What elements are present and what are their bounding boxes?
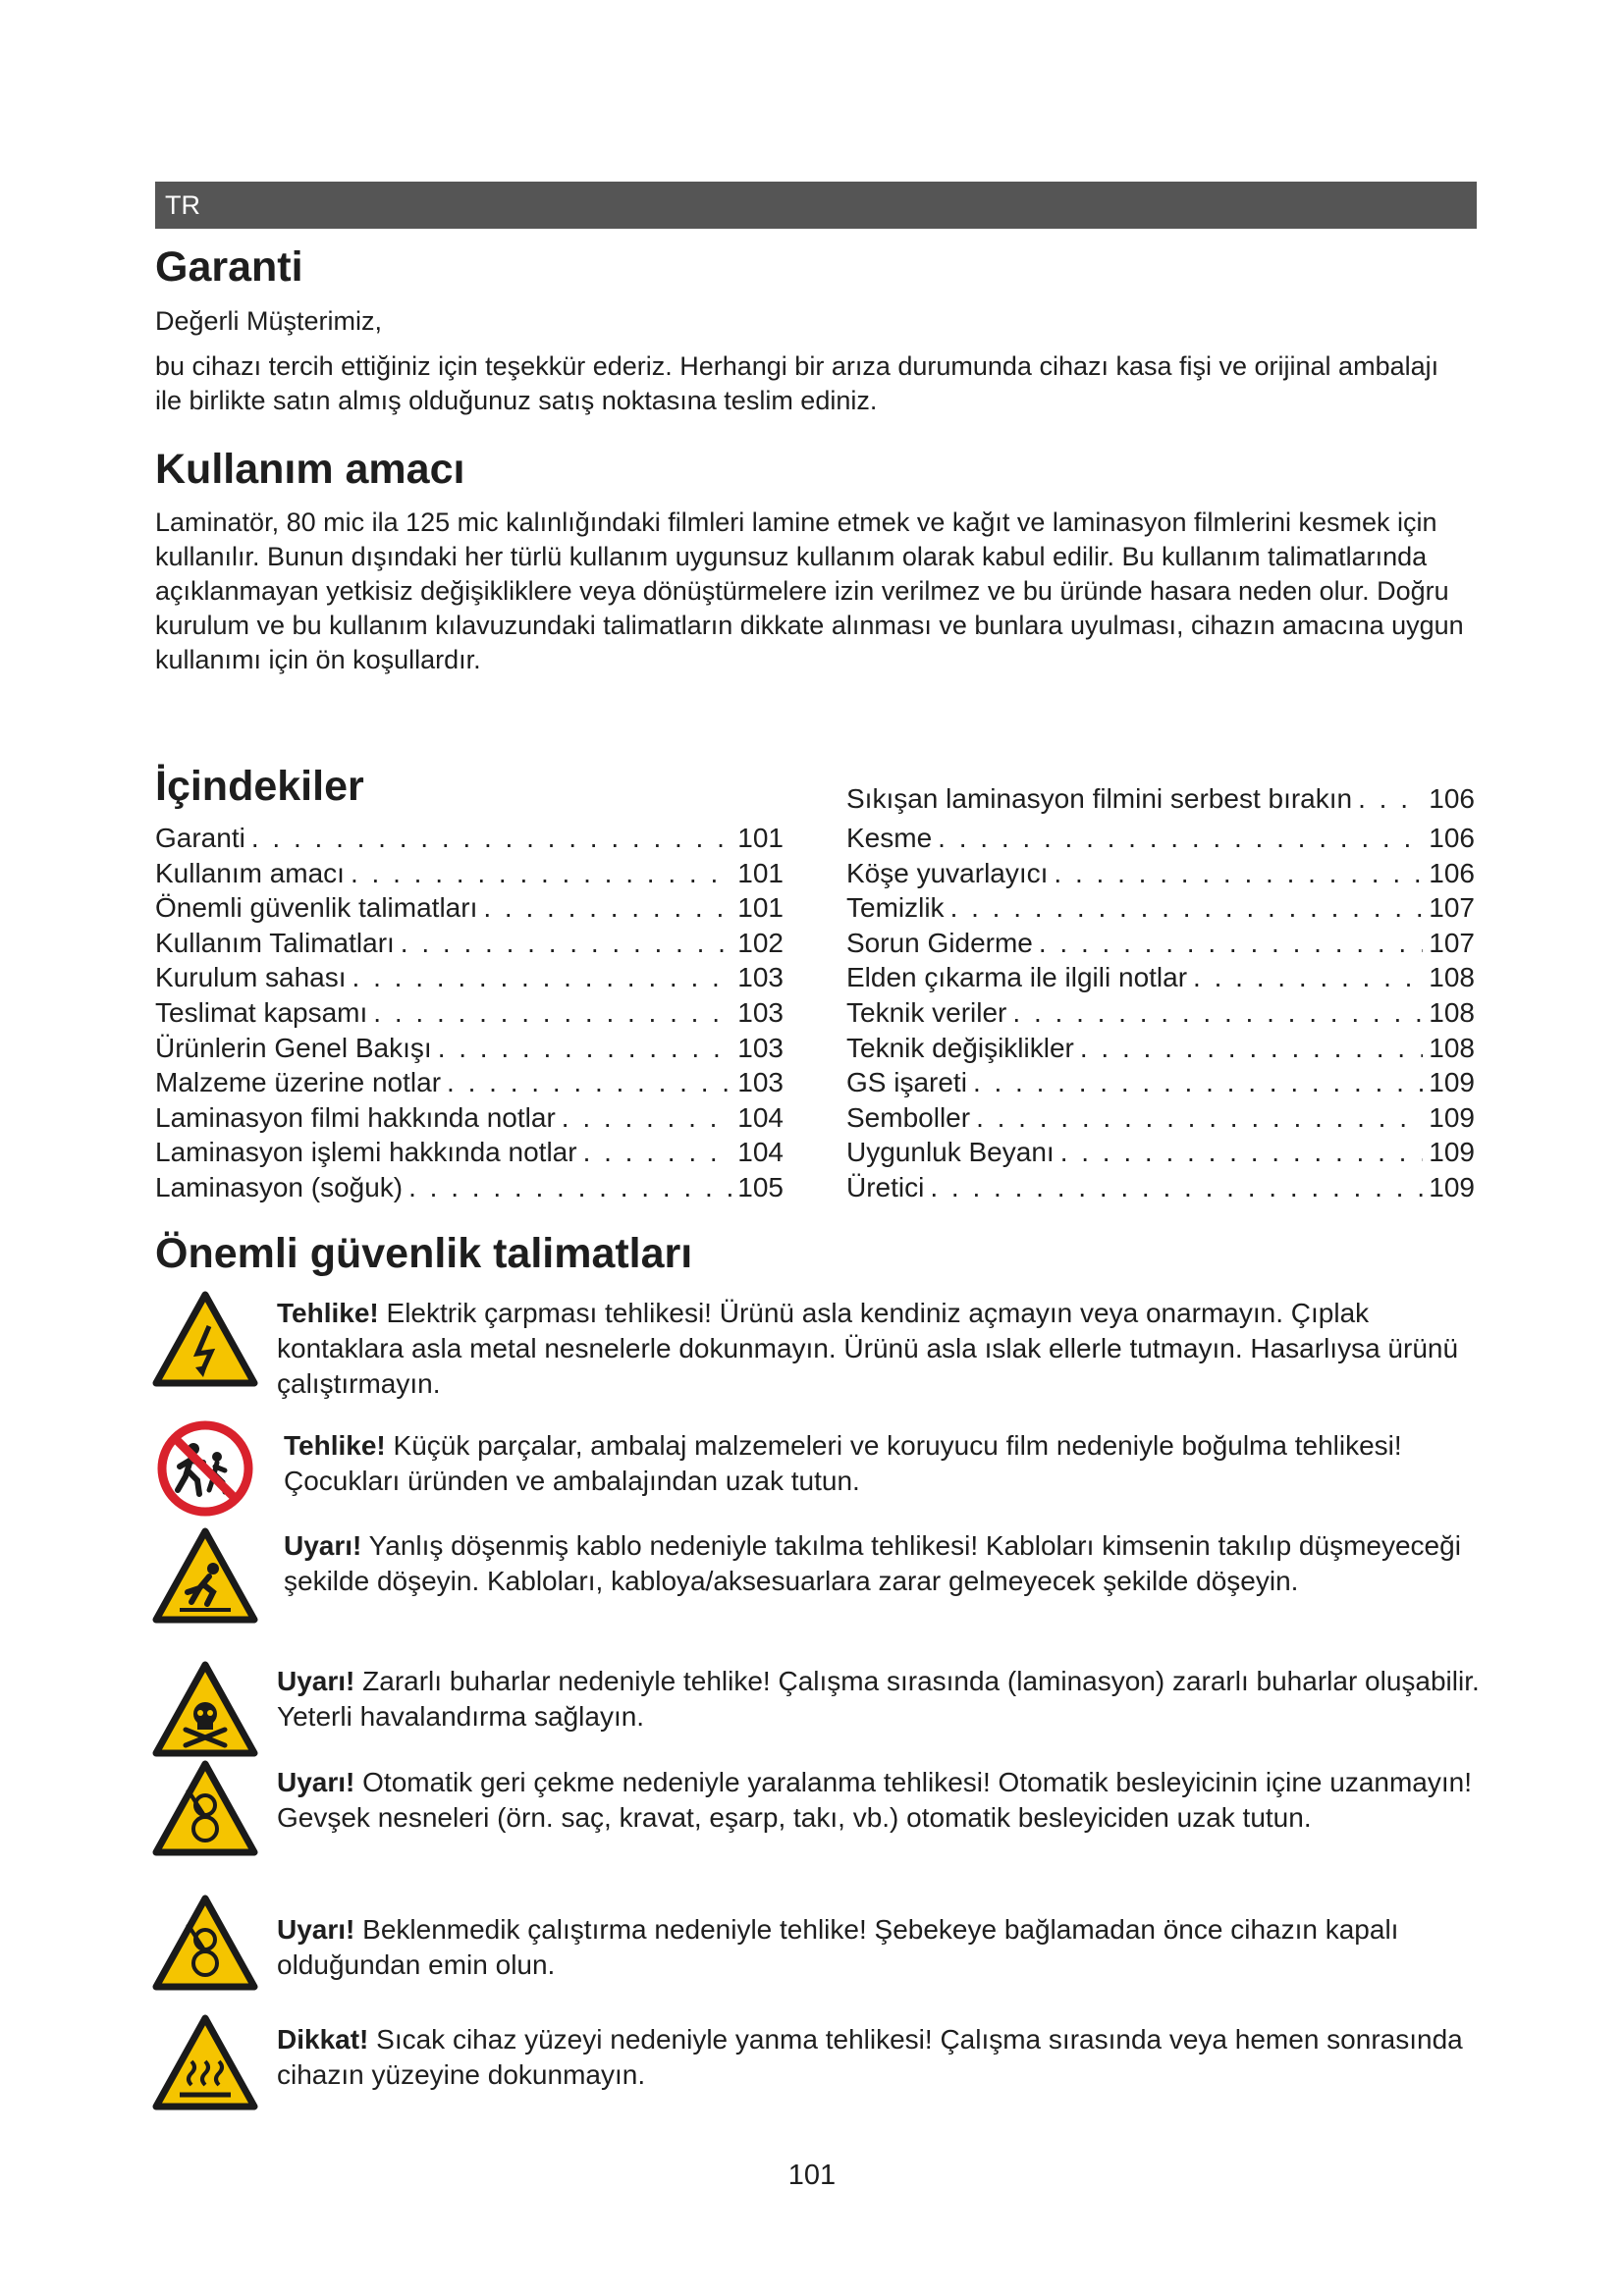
garanti-salutation: Değerli Müşterimiz,: [155, 306, 383, 336]
kullanim-heading: Kullanım amacı: [155, 446, 465, 493]
toc-entry[interactable]: Kullanım amacı . . . 101: [155, 858, 784, 893]
toc-entry[interactable]: Kesme . . . 106: [846, 823, 1475, 858]
toc-entry[interactable]: Elden çıkarma ile ilgili notlar . . . 108: [846, 962, 1475, 997]
electric-shock-icon: [152, 1291, 258, 1389]
toc-entry[interactable]: Malzeme üzerine notlar . . . 103: [155, 1067, 784, 1102]
toc-entry[interactable]: Önemli güvenlik talimatları . . . 101: [155, 892, 784, 928]
safety-item: Tehlike! Küçük parçalar, ambalaj malzemeleri ve koruyucu film nedeniyle boğulma tehlikesi! Çocukları üründen ve ambalajından uzak tutun.: [284, 1430, 1402, 1496]
language-tag: TR: [165, 190, 200, 220]
toc-left-column: [155, 823, 784, 1207]
toc-entry[interactable]: GS işareti . . . 109: [846, 1067, 1475, 1102]
language-bar: [155, 182, 1477, 229]
safety-heading: Önemli güvenlik talimatları: [155, 1230, 693, 1277]
page-number: 101: [787, 2160, 837, 2191]
toc-entry[interactable]: Uygunluk Beyanı . . . 109: [846, 1137, 1475, 1172]
trip-hazard-icon: [152, 1527, 258, 1626]
toc-entry[interactable]: Laminasyon (soğuk) . . . 105: [155, 1172, 784, 1207]
toc-entry[interactable]: Köşe yuvarlayıcı . . . 106: [846, 858, 1475, 893]
roller-hazard-icon: [152, 1760, 258, 1858]
toc-entry[interactable]: Laminasyon işlemi hakkında notlar . . . 104: [155, 1137, 784, 1172]
toc-entry[interactable]: Üretici . . . 109: [846, 1172, 1475, 1207]
safety-item: Dikkat! Sıcak cihaz yüzeyi nedeniyle yanma tehlikesi! Çalışma sırasında veya hemen sonrasında cihazın yüzeyine dokunmayın.: [277, 2024, 1463, 2090]
toc-entry[interactable]: Sorun Giderme . . . 107: [846, 928, 1475, 963]
toc-entry[interactable]: Kullanım Talimatları . . . 102: [155, 928, 784, 963]
toc-entry[interactable]: Kurulum sahası . . . 103: [155, 962, 784, 997]
toc-entry[interactable]: Ürünlerin Genel Bakışı . . . 103: [155, 1033, 784, 1068]
toc-right-column: [846, 823, 1475, 1207]
toc-right-first: [846, 783, 1475, 819]
toc-entry[interactable]: Teknik değişiklikler . . . 108: [846, 1033, 1475, 1068]
toc-entry[interactable]: Sıkışan laminasyon filmini serbest bırakın . . . 106: [846, 783, 1475, 819]
toc-entry[interactable]: Teslimat kapsamı . . . 103: [155, 997, 784, 1033]
toc-heading: İçindekiler: [155, 763, 364, 810]
kullanim-body: Laminatör, 80 mic ila 125 mic kalınlığındaki filmleri lamine etmek ve kağıt ve laminasyon filmlerini kesmek için kullanılır. Bunun dışındaki her türlü kullanım uygunsuz kullanım olarak kabul edilir. Bu kullanım talimatlarında açıklanmayan yetkisiz değişikliklere veya dönüştürmelere izin verilmez ve bu üründe hasara neden olur. Doğru kurulum ve bu kullanım kılavuzundaki talimatların dikkate alınması ve bunlara uyulması, cihazın amacına uygun kullanımı için ön koşullardır.: [155, 507, 1464, 674]
toc-entry[interactable]: Garanti . . . 101: [155, 823, 784, 858]
hot-surface-icon: [152, 2014, 258, 2112]
safety-item: Tehlike! Elektrik çarpması tehlikesi! Ürünü asla kendiniz açmayın veya onarmayın. Çıplak kontaklara asla metal nesnelerle dokunmayın. Ürünü asla ıslak ellerle tutmayın. Hasarlıysa ürünü çalıştırmayın.: [277, 1298, 1459, 1399]
toxic-icon: [152, 1661, 258, 1759]
safety-item: Uyarı! Zararlı buharlar nedeniyle tehlike! Çalışma sırasında (laminasyon) zararlı buharlar oluşabilir. Yeterli havalandırma sağlayın.: [277, 1666, 1480, 1732]
safety-item: Uyarı! Yanlış döşenmiş kablo nedeniyle takılma tehlikesi! Kabloları kimsenin takılıp düşmeyeceği şekilde döşeyin. Kabloları, kabloya/aksesuarlara zarar gelmeyecek şekilde döşeyin.: [284, 1530, 1461, 1596]
toc-entry[interactable]: Teknik veriler . . . 108: [846, 997, 1475, 1033]
toc-entry[interactable]: Laminasyon filmi hakkında notlar . . . 104: [155, 1102, 784, 1138]
no-children-icon: [152, 1419, 258, 1518]
safety-item: Uyarı! Otomatik geri çekme nedeniyle yaralanma tehlikesi! Otomatik besleyicinin içine uzanmayın! Gevşek nesneleri (örn. saç, kravat, eşarp, takı, vb.) otomatik besleyiciden uzak tutun.: [277, 1767, 1472, 1833]
garanti-heading: Garanti: [155, 243, 303, 291]
garanti-body: bu cihazı tercih ettiğiniz için teşekkür ederiz. Herhangi bir arıza durumunda cihazı kasa fişi ve orijinal ambalajı ile birlikte satın almış olduğunuz satış noktasına teslim ediniz.: [155, 351, 1439, 415]
roller-hazard-icon: [152, 1895, 258, 1993]
toc-entry[interactable]: Semboller . . . 109: [846, 1102, 1475, 1138]
toc-entry[interactable]: Temizlik . . . 107: [846, 892, 1475, 928]
safety-item: Uyarı! Beklenmedik çalıştırma nedeniyle tehlike! Şebekeye bağlamadan önce cihazın kapalı olduğundan emin olun.: [277, 1914, 1399, 1980]
